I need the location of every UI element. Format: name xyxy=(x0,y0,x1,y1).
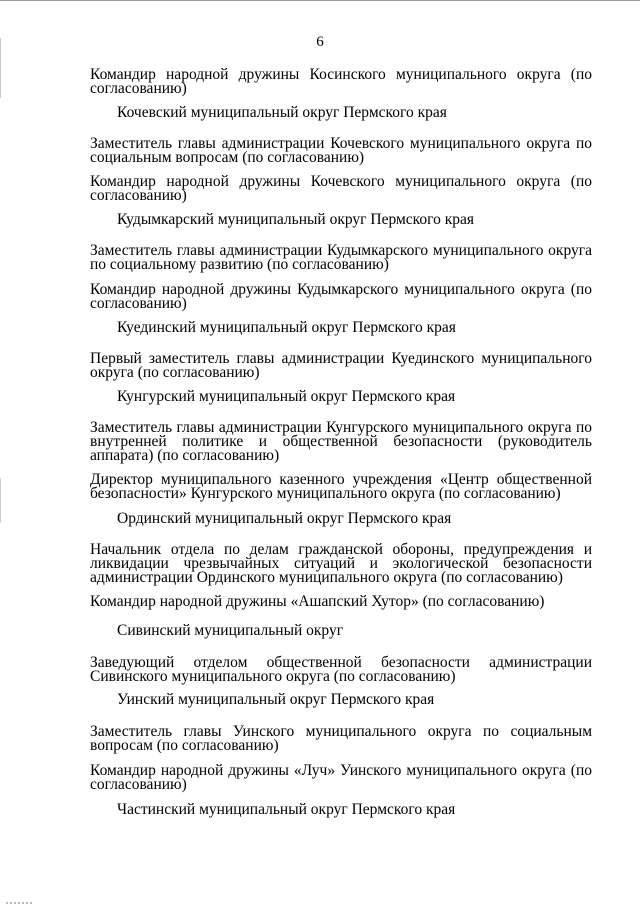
entry-kungursky-security-center-director: Директор муниципального казенного учреждения «Центр общественной безопасности» Кунгурского муниципального округа (по согласованию) xyxy=(90,471,592,502)
section-heading-ordinsky: Ординский муниципальный округ Пермского края xyxy=(117,510,452,527)
section-heading-kuedinsky: Куединский муниципальный округ Пермского края xyxy=(117,319,456,336)
entry-kuedinsky-first-deputy: Первый заместитель главы администрации Куединского муниципального округа (по согласованию) xyxy=(90,350,592,381)
entry-kochevsky-druzhina-commander: Командир народной дружины Кочевского муниципального округа (по согласованию) xyxy=(90,173,592,204)
page-number: 6 xyxy=(316,34,324,50)
entry-ashapsky-khutor-commander: Командир народной дружины «Ашапский Хутор» (по согласованию) xyxy=(90,593,545,610)
entry-kudymkarsky-druzhina-commander: Командир народной дружины Кудымкарского муниципального округа (по согласованию) xyxy=(90,281,592,312)
entry-kudymkarsky-deputy-head: Заместитель главы администрации Кудымкарского муниципального округа по социальному развитию (по согласованию) xyxy=(90,242,592,273)
entry-uinsky-luch-commander: Командир народной дружины «Луч» Уинского муниципального округа (по согласованию) xyxy=(90,762,592,793)
entry-uinsky-deputy-head: Заместитель главы Уинского муниципального округа по социальным вопросам (по согласованию) xyxy=(90,723,592,754)
entry-kosinsky-druzhina-commander: Командир народной дружины Косинского муниципального округа (по согласованию) xyxy=(90,66,592,97)
section-heading-chastinsky: Частинский муниципальный округ Пермского края xyxy=(117,801,456,818)
entry-sivinsky-security-head: Заведующий отделом общественной безопасности администрации Сивинского муниципального округа (по согласованию) xyxy=(90,654,592,685)
section-heading-sivinsky: Сивинский муниципальный округ xyxy=(117,622,344,639)
scan-footer-mark xyxy=(6,902,32,904)
section-heading-kungursky: Кунгурский муниципальный округ Пермского края xyxy=(117,388,456,405)
scan-edge-mark xyxy=(0,478,1,523)
section-heading-kochevsky: Кочевский муниципальный округ Пермского края xyxy=(117,104,447,121)
entry-kungursky-deputy-head: Заместитель главы администрации Кунгурского муниципального округа по внутренней политике и общественной безопасности (руководитель аппарата) (по согласованию) xyxy=(90,419,592,464)
entry-kochevsky-deputy-head: Заместитель главы администрации Кочевского муниципального округа по социальным вопросам (по согласованию) xyxy=(90,135,592,166)
page-top-border xyxy=(0,0,640,1)
entry-ordinsky-civil-defense-head: Начальник отдела по делам гражданской обороны, предупреждения и ликвидации чрезвычайных ситуаций и экологической безопасности администрации Ординского муниципального округа (по согласованию) xyxy=(90,541,592,586)
section-heading-kudymkarsky: Кудымкарский муниципальный округ Пермского края xyxy=(117,211,475,228)
section-heading-uinsky: Уинский муниципальный округ Пермского края xyxy=(117,691,435,708)
